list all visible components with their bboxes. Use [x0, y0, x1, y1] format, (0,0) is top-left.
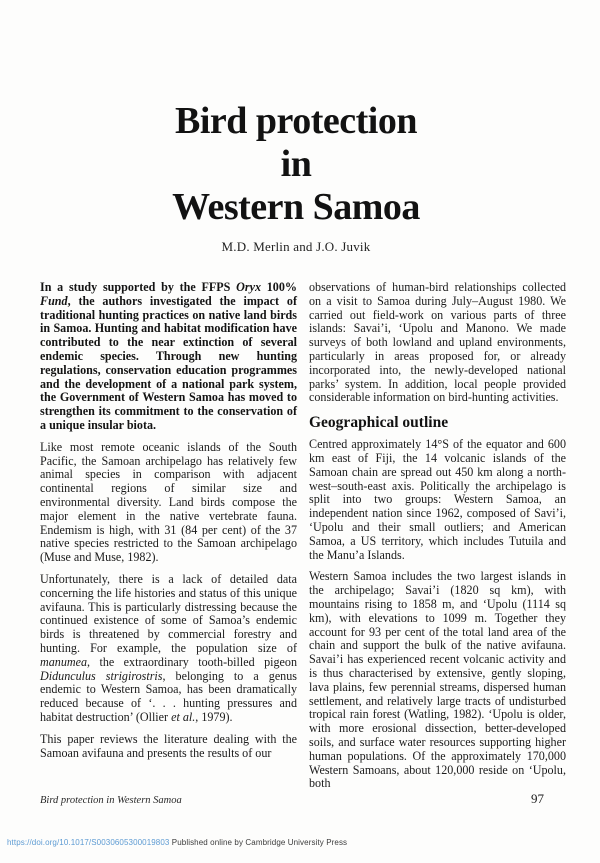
paragraph-islands-description: Western Samoa includes the two largest islands in the archipelago; Savai’i (1820 sq km), with mountains rising to 1858 m, and ‘Upolu (1114 sq km), with elevations to 1099 m. Together they account for 93 per cent of the total land area of the chain and support the bulk of the native avifauna. Savai’i has experienced recent volcanic activity and is thus characterised by extensive, gently sloping, lava plains, few perennial streams, dispersed human settlement, and relatively large tracts of undisturbed tropical rain forest (Watling, 1982). ‘Upolu is older, with more erosional dissection, better-developed soils, and surface water resources supporting higher human populations. Of the approximately 170,000 Western Samoans, about 120,000 reside on ‘Upolu, both [309, 569, 566, 791]
doi-footer [7, 838, 347, 847]
paragraph-paper-scope: This paper reviews the literature dealing with the Samoan avifauna and presents the results of our [40, 731, 297, 760]
right-column [309, 281, 566, 799]
section-heading-geographical-outline: Geographical outline [309, 414, 449, 432]
article-title-line-2: in [280, 143, 312, 185]
paragraph-fieldwork: observations of human-bird relationships collected on a visit to Samoa during July–August 1980. We carried out field-work on various parts of three islands: Savai’i, ‘Upolu and Manono. We made surveys of both lowland and upland environments, particularly in areas proposed for, or already incorporated into, the newly-developed national parks’ system. In addition, local people provided considerable information on bird-hunting activities. [309, 280, 566, 405]
article-title [4, 100, 588, 229]
article-title-line-1: Bird protection [175, 100, 417, 142]
authors-line: M.D. Merlin and J.O. Juvik [221, 239, 371, 254]
page-number: 97 [531, 791, 544, 806]
abstract-paragraph: In a study supported by the FFPS Oryx 100% Fund, the authors investigated the impact of traditional hunting practices on native land birds in Samoa. Hunting and habitat modification have contributed to the near extinction of several endemic species. Through new hunting regulations, conservation education programmes and the development of a national park system, the Government of Western Samoa has moved to strengthen its commitment to the conservation of a unique insular biota. [40, 280, 297, 432]
paragraph-geography-location: Centred approximately 14°S of the equator and 600 km east of Fiji, the 14 volcanic islands of the Samoan chain are spread out 450 km along a north-west–south-east axis. Politically the archipelago is split into two groups: Western Samoa, an independent nation since 1962, composed of Savi’i, ‘Upolu and their small outliers; and American Samoa, a US territory, which includes Tutuila and the Manu’a Islands. [309, 437, 566, 562]
publisher-note: Published online by Cambridge University Press [171, 838, 348, 847]
paragraph-archipelago-overview: Like most remote oceanic islands of the South Pacific, the Samoan archipelago has relatively few animal species in comparison with adjacent continental regions of similar size and environmental diversity. Land birds compose the major element in the native vertebrate fauna. Endemism is high, with 31 (84 per cent) of the 37 native species restricted to the Samoan archipelago (Muse and Muse, 1982). [40, 439, 297, 565]
paragraph-status-concerns: Unfortunately, there is a lack of detailed data concerning the life histories and status of this unique avifauna. This is particularly distressing because the continued existence of some of Samoa’s endemic birds is threatened by commercial forestry and hunting. For example, the population size of manumea, the extraordinary tooth-billed pigeon Didunculus strigirostris, belonging to a genus endemic to Western Samoa, has been dramatically reduced because of ‘. . . hunting pressures and habitat destruction’ (Ollier et al., 1979). [40, 571, 297, 724]
running-title: Bird protection in Western Samoa [40, 795, 182, 806]
doi-link[interactable]: https://doi.org/10.1017/S0030605300019803 [7, 838, 170, 847]
left-column [40, 281, 297, 768]
article-title-line-3: Western Samoa [172, 186, 420, 228]
